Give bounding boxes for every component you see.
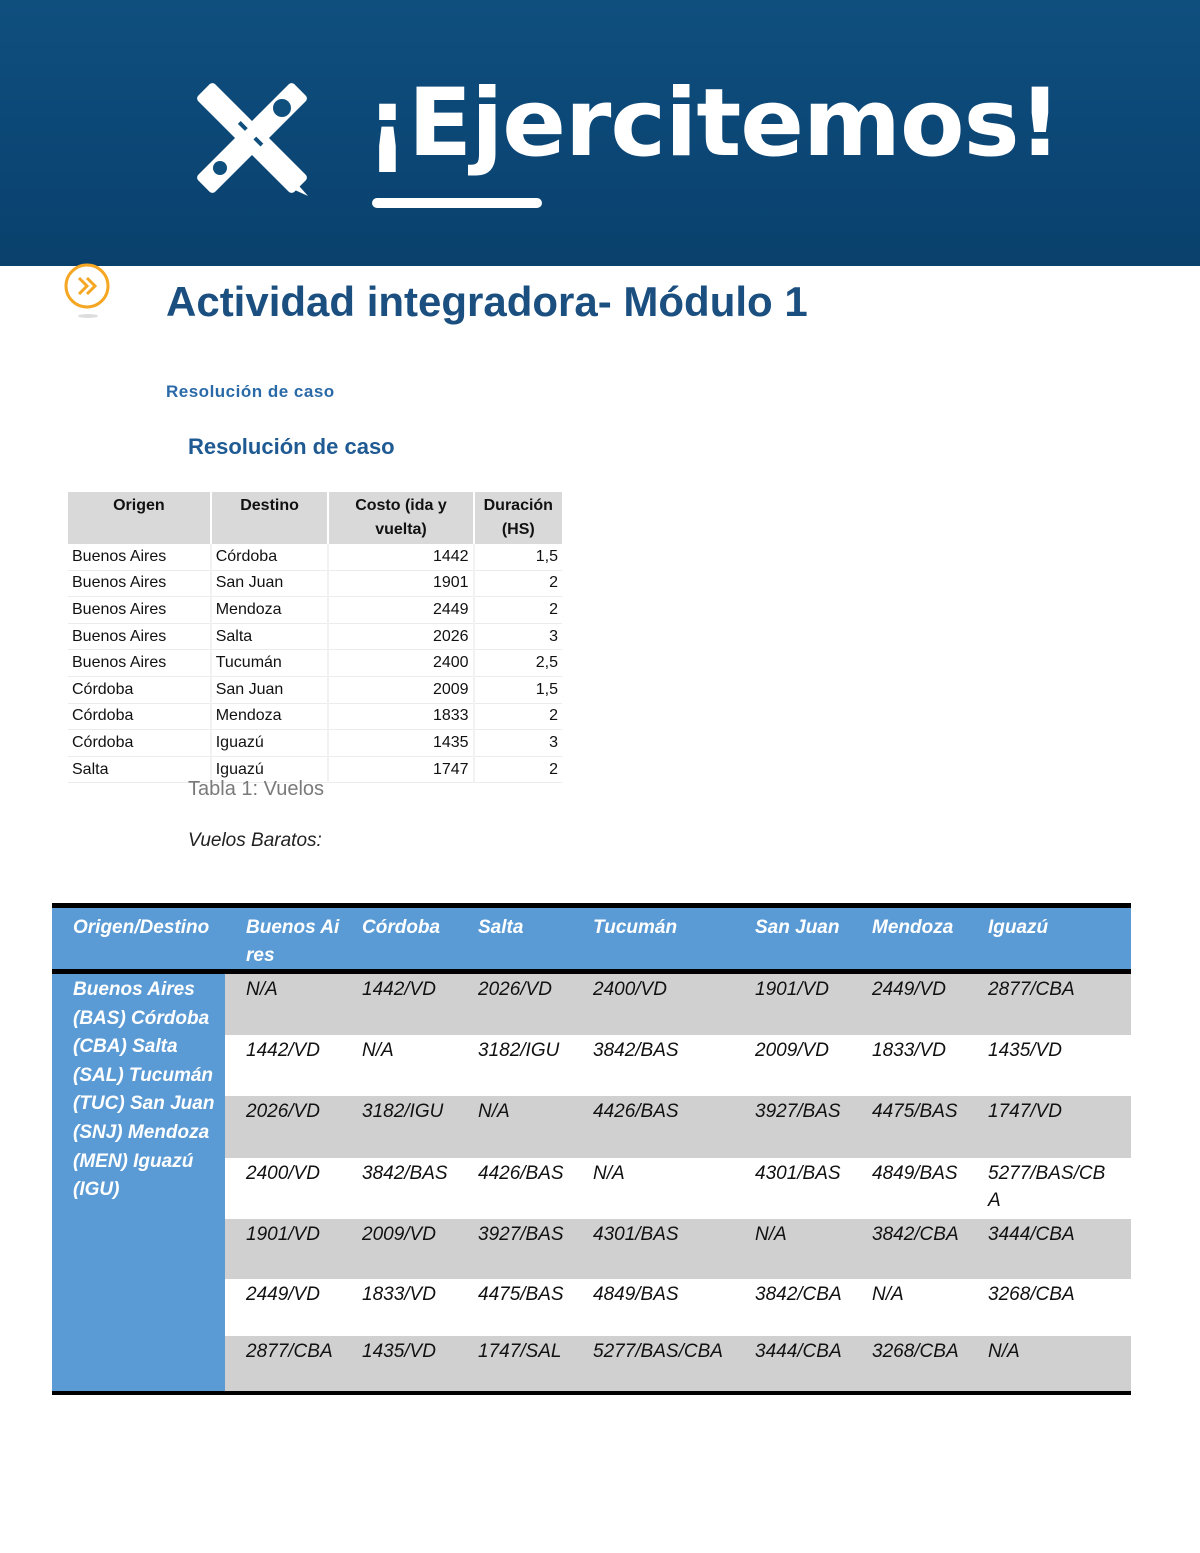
table-cell: 2 bbox=[474, 756, 562, 783]
table-cell: 5277/BAS/CBA bbox=[593, 1341, 723, 1362]
table-cell: Córdoba bbox=[211, 544, 329, 570]
column-header: Tucumán bbox=[593, 917, 678, 938]
table-cell: 3182/IGU bbox=[478, 1040, 560, 1061]
table-cell: 4301/BAS bbox=[593, 1224, 679, 1245]
table-cell: 3444/CBA bbox=[988, 1224, 1075, 1245]
table-cell: 3 bbox=[474, 730, 562, 757]
table-cell: Córdoba bbox=[68, 730, 211, 757]
table-cell: 2026 bbox=[328, 623, 473, 650]
table-cell: 3 bbox=[474, 623, 562, 650]
table-cell: Salta bbox=[68, 756, 211, 783]
column-header: Destino bbox=[211, 492, 329, 544]
table-cell: Buenos Aires bbox=[68, 623, 211, 650]
table-cell: 1833/VD bbox=[872, 1040, 946, 1061]
table-cell: Iguazú bbox=[211, 756, 329, 783]
table-cell: 2449/VD bbox=[246, 1284, 320, 1305]
table-cell: 1442/VD bbox=[362, 979, 436, 1000]
table-cell: 2009/VD bbox=[362, 1224, 436, 1245]
page-title: Actividad integradora- Módulo 1 bbox=[166, 278, 808, 325]
table-row bbox=[225, 1336, 1131, 1391]
table-cell: 2009 bbox=[328, 676, 473, 703]
table-cell: 1435/VD bbox=[988, 1040, 1062, 1061]
cheap-flights-label: Vuelos Baratos: bbox=[188, 830, 322, 851]
table-cell: 4301/BAS bbox=[755, 1163, 841, 1184]
table-cell: 3182/IGU bbox=[362, 1101, 444, 1122]
header-banner bbox=[0, 0, 1200, 266]
table-cell: 1901/VD bbox=[755, 979, 829, 1000]
table-cell: 1901 bbox=[328, 570, 473, 597]
origin-column: Buenos Aires (BAS) Córdoba (CBA) Salta (SAL) Tucumán (TUC) San Juan (SNJ) Mendoza (MEN) Iguazú (IGU) bbox=[52, 974, 225, 1391]
table-row bbox=[68, 703, 562, 730]
table-cell: 3927/BAS bbox=[755, 1101, 841, 1122]
table-cell: 2400/VD bbox=[593, 979, 667, 1000]
table-row bbox=[68, 570, 562, 597]
table-cell: 4426/BAS bbox=[478, 1163, 564, 1184]
table-cell: N/A bbox=[593, 1163, 625, 1184]
table-cell: N/A bbox=[755, 1224, 787, 1245]
banner-title: ¡Ejercitemos! bbox=[366, 69, 1061, 178]
table-caption: Tabla 1: Vuelos bbox=[188, 778, 325, 800]
table-cell: 2026/VD bbox=[246, 1101, 320, 1122]
table-header-row bbox=[68, 492, 562, 544]
table-row bbox=[225, 1279, 1131, 1336]
table-row bbox=[68, 650, 562, 677]
table-cell: 2400 bbox=[328, 650, 473, 677]
table-cell: 1747/SAL bbox=[478, 1341, 562, 1362]
table-cell: Tucumán bbox=[211, 650, 329, 677]
table-cell: 1901/VD bbox=[246, 1224, 320, 1245]
table-cell: 2449 bbox=[328, 597, 473, 624]
table-cell: Mendoza bbox=[211, 703, 329, 730]
table-cell: N/A bbox=[872, 1284, 904, 1305]
table-cell: 1747 bbox=[328, 756, 473, 783]
table-cell: 1747/VD bbox=[988, 1101, 1062, 1122]
table-cell: 3842/CBA bbox=[755, 1284, 842, 1305]
table-cell: Buenos Aires bbox=[68, 570, 211, 597]
table-cell: 4849/BAS bbox=[593, 1284, 679, 1305]
table-cell: N/A bbox=[988, 1341, 1020, 1362]
table-cell: Iguazú bbox=[211, 730, 329, 757]
table-cell: 1833 bbox=[328, 703, 473, 730]
double-chevron-icon bbox=[60, 260, 116, 322]
table-cell: 2 bbox=[474, 703, 562, 730]
flights-table bbox=[68, 492, 562, 783]
column-header: Duración (HS) bbox=[474, 492, 562, 544]
column-header: Buenos Aires bbox=[246, 917, 340, 966]
table-cell: 2 bbox=[474, 597, 562, 624]
table-cell: 2,5 bbox=[474, 650, 562, 677]
table-row bbox=[225, 1096, 1131, 1158]
table-cell: Córdoba bbox=[68, 676, 211, 703]
table-row bbox=[225, 1035, 1131, 1096]
table-cell: 1,5 bbox=[474, 544, 562, 570]
table-cell: N/A bbox=[246, 979, 278, 1000]
table-cell: 3268/CBA bbox=[988, 1284, 1075, 1305]
table-row bbox=[68, 676, 562, 703]
cheap-flights-table bbox=[52, 903, 1131, 1395]
table-cell: 4849/BAS bbox=[872, 1163, 958, 1184]
table-cell: Buenos Aires bbox=[68, 650, 211, 677]
table-cell: Buenos Aires bbox=[68, 544, 211, 570]
table-cell: 5277/BAS/CBA bbox=[988, 1163, 1106, 1211]
table-row bbox=[225, 974, 1131, 1035]
table-cell: 3842/CBA bbox=[872, 1224, 959, 1245]
table-cell: 1435 bbox=[328, 730, 473, 757]
table-row bbox=[68, 597, 562, 624]
table-cell: 2449/VD bbox=[872, 979, 946, 1000]
table-cell: N/A bbox=[362, 1040, 394, 1061]
column-header: San Juan bbox=[755, 917, 840, 938]
table-cell: 3444/CBA bbox=[755, 1341, 842, 1362]
table-cell: 2877/CBA bbox=[246, 1341, 333, 1362]
table-header-row bbox=[52, 908, 1131, 974]
table-cell: 2026/VD bbox=[478, 979, 552, 1000]
table-cell: 3268/CBA bbox=[872, 1341, 959, 1362]
table-cell: 1833/VD bbox=[362, 1284, 436, 1305]
table-cell: San Juan bbox=[211, 570, 329, 597]
column-header: Mendoza bbox=[872, 917, 954, 938]
table-row bbox=[225, 1158, 1131, 1219]
table-cell: 3842/BAS bbox=[593, 1040, 679, 1061]
pencil-ruler-icon bbox=[192, 78, 312, 198]
table-cell: N/A bbox=[478, 1101, 510, 1122]
table-cell: Córdoba bbox=[68, 703, 211, 730]
table-cell: 3842/BAS bbox=[362, 1163, 448, 1184]
column-header: Iguazú bbox=[988, 917, 1049, 938]
table-cell: San Juan bbox=[211, 676, 329, 703]
table-row bbox=[68, 623, 562, 650]
table-cell: 4475/BAS bbox=[872, 1101, 958, 1122]
column-header: Salta bbox=[478, 917, 524, 938]
section-heading: Resolución de caso bbox=[188, 434, 395, 459]
table-cell: 4426/BAS bbox=[593, 1101, 679, 1122]
column-header: Córdoba bbox=[362, 917, 441, 938]
banner-underline bbox=[372, 198, 542, 208]
table-cell: 1,5 bbox=[474, 676, 562, 703]
table-cell: 1442/VD bbox=[246, 1040, 320, 1061]
column-header: Origen/Destino bbox=[73, 917, 210, 938]
table-cell: 2400/VD bbox=[246, 1163, 320, 1184]
table-cell: 4475/BAS bbox=[478, 1284, 564, 1305]
table-cell: 2009/VD bbox=[755, 1040, 829, 1061]
table-cell: 2 bbox=[474, 570, 562, 597]
column-header: Costo (ida y vuelta) bbox=[328, 492, 473, 544]
section-label: Resolución de caso bbox=[166, 382, 335, 401]
table-row bbox=[68, 544, 562, 570]
table-cell: 1442 bbox=[328, 544, 473, 570]
table-cell: Salta bbox=[211, 623, 329, 650]
table-row bbox=[225, 1219, 1131, 1279]
table-cell: 3927/BAS bbox=[478, 1224, 564, 1245]
column-header: Origen bbox=[68, 492, 211, 544]
table-cell: 2877/CBA bbox=[988, 979, 1075, 1000]
table-cell: Mendoza bbox=[211, 597, 329, 624]
table-cell: Buenos Aires bbox=[68, 597, 211, 624]
table-cell: 1435/VD bbox=[362, 1341, 436, 1362]
table-row bbox=[68, 730, 562, 757]
